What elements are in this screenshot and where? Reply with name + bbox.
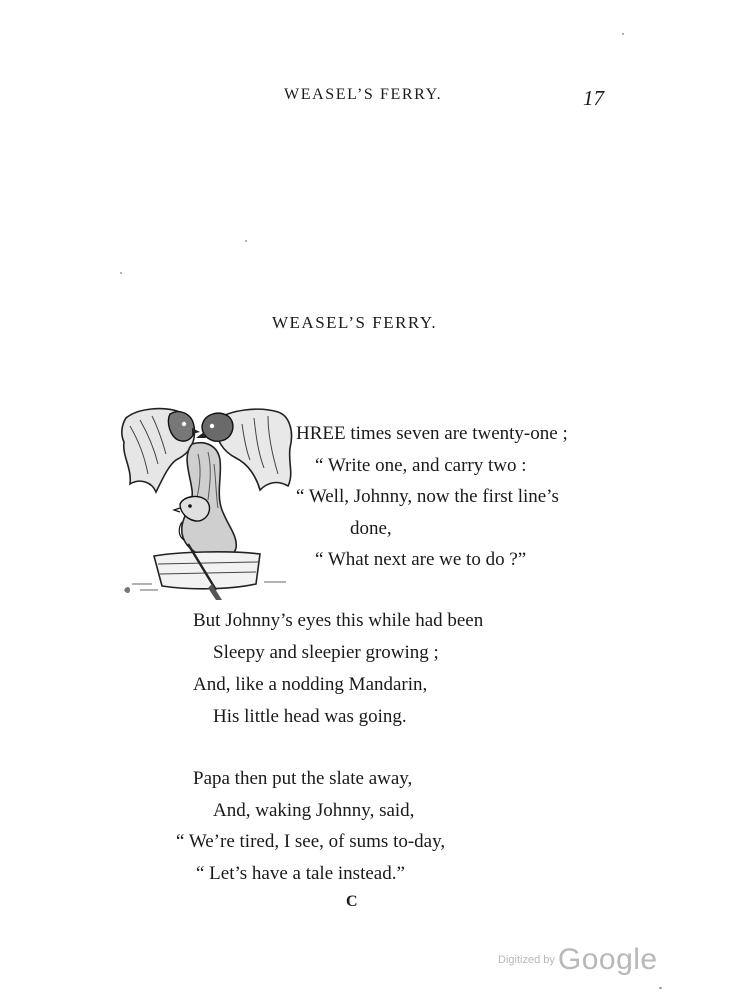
stanza1-line3: “ Well, Johnny, now the first line’s bbox=[296, 486, 559, 507]
drop-cap-illustration bbox=[118, 404, 298, 600]
stanza1-line5: “ What next are we to do ?” bbox=[315, 549, 527, 570]
stanza1-line1: HREE times seven are twenty-one ; bbox=[296, 423, 568, 444]
poem-title: WEASEL’S FERRY. bbox=[272, 313, 438, 332]
stanza1-line4: done, bbox=[350, 518, 392, 539]
digitized-watermark bbox=[498, 943, 658, 977]
stanza2-line1: But Johnny’s eyes this while had been bbox=[193, 610, 484, 631]
scan-speck bbox=[120, 272, 122, 274]
scan-speck bbox=[622, 33, 624, 35]
stanza3-line2: And, waking Johnny, said, bbox=[213, 800, 415, 821]
watermark-prefix: Digitized by bbox=[498, 954, 555, 966]
page-number: 17 bbox=[583, 86, 604, 110]
stanza1-line2: “ Write one, and carry two : bbox=[315, 455, 527, 476]
scan-speck bbox=[659, 987, 662, 989]
stanza2-line2: Sleepy and sleepier growing ; bbox=[213, 642, 439, 663]
stanza3-line1: Papa then put the slate away, bbox=[193, 768, 413, 789]
stanza3-line4: “ Let’s have a tale instead.” bbox=[196, 863, 405, 884]
stanza3-line3: “ We’re tired, I see, of sums to-day, bbox=[176, 831, 446, 852]
stanza2-line3: And, like a nodding Mandarin, bbox=[193, 674, 428, 695]
signature-mark: C bbox=[346, 893, 358, 910]
watermark-brand: Google bbox=[557, 943, 658, 976]
rowing-boat bbox=[154, 552, 260, 589]
scan-speck bbox=[245, 240, 247, 242]
stanza2-line4: His little head was going. bbox=[213, 706, 407, 727]
running-head: WEASEL’S FERRY. bbox=[284, 86, 443, 103]
